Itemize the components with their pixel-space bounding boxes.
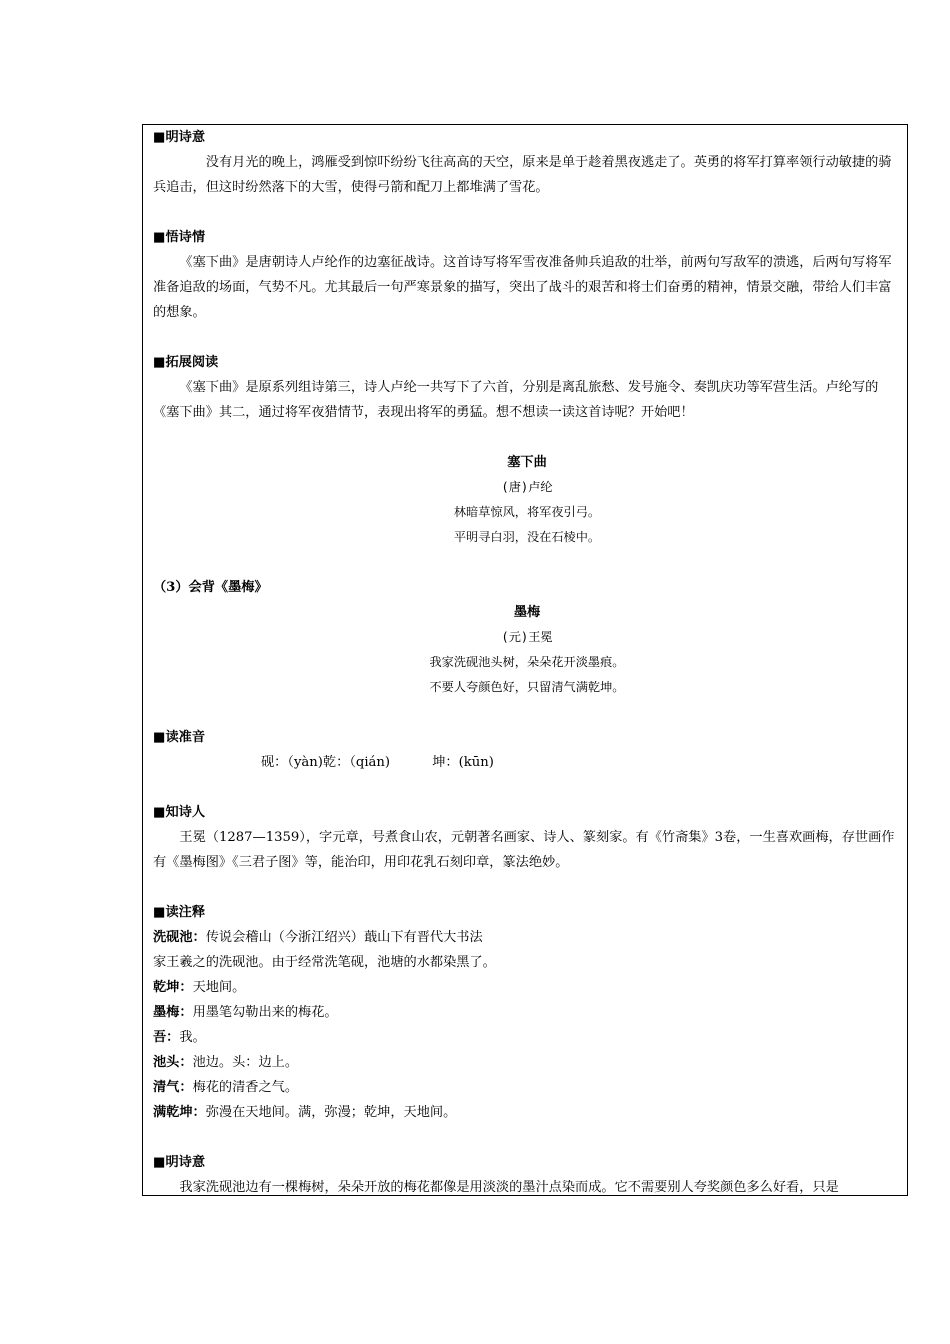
document-frame (142, 124, 908, 1196)
note-text: 传说会稽山（今浙江绍兴）蕺山下有晋代大书法 (205, 930, 483, 945)
section-heading-wu: ■悟诗情 (153, 230, 206, 245)
section-text-tuozhan: 《塞下曲》是原系列组诗第三，诗人卢纶一共写下了六首，分别是离乱旅愁、发号施令、奏凯庆功等军营生活。卢纶写的《塞下曲》其二，通过将军夜猎情节，表现出将军的勇猛。想不想读一读这首诗呢？开始吧！ (153, 380, 879, 420)
note-item (153, 950, 901, 975)
poem1-author: (唐)卢纶 (501, 480, 553, 494)
pinyin-line (153, 750, 901, 775)
note-text: 池边。头：边上。 (192, 1055, 299, 1070)
note-text: 天地间。 (192, 980, 246, 995)
note-item (153, 1075, 901, 1100)
pinyin-item-yan-qian: 砚：（yàn)乾：（qián) (261, 755, 391, 770)
note-item (153, 1100, 901, 1125)
note-term: 洗砚池： (153, 930, 206, 945)
poem2-author: (元)王冕 (501, 630, 553, 644)
section-text-wu: 《塞下曲》是唐朝诗人卢纶作的边塞征战诗。这首诗写将军雪夜准备帅兵追敌的壮举，前两句写敌军的溃逃，后两句写将军准备追敌的场面，气势不凡。尤其最后一句严寒景象的描写，突出了战斗的艰苦和将士们奋勇的精神，情景交融，带给人们丰富的想象。 (153, 255, 892, 320)
section-heading-duyin: ■读准音 (153, 730, 206, 745)
note-item (153, 925, 901, 950)
poem1-line2: 平明寻白羽，没在石棱中。 (453, 530, 601, 544)
note-text: 我。 (179, 1030, 206, 1045)
poem2-line1: 我家洗砚池头树，朵朵花开淡墨痕。 (429, 655, 625, 669)
note-item (153, 1050, 901, 1075)
note-term: 满乾坤： (153, 1105, 206, 1120)
section-heading-zhiren: ■知诗人 (153, 805, 206, 820)
note-term: 吾： (153, 1030, 180, 1045)
section-heading-tuozhan: ■拓展阅读 (153, 355, 219, 370)
poem1-title: 塞下曲 (507, 455, 547, 470)
section-text-ming1: 没有月光的晚上，鸿雁受到惊吓纷纷飞往高高的天空，原来是单于趁着黑夜逃走了。英勇的将军打算率领行动敏捷的骑兵追击，但这时纷然落下的大雪，使得弓箭和配刀上都堆满了雪花。 (153, 155, 892, 195)
note-term: 乾坤： (153, 980, 193, 995)
note-text: 梅花的清香之气。 (192, 1080, 299, 1095)
section-heading-ming1: ■明诗意 (153, 130, 206, 145)
section-heading-huibei: （3）会背《墨梅》 (153, 580, 268, 595)
section-heading-zhushi: ■读注释 (153, 905, 206, 920)
note-text: 家王羲之的洗砚池。由于经常洗笔砚，池塘的水都染黑了。 (153, 955, 496, 970)
poem1-line1: 林暗草惊风，将军夜引弓。 (453, 505, 601, 519)
note-term: 墨梅： (153, 1005, 193, 1020)
poem2-title: 墨梅 (513, 605, 541, 620)
section-text-zhiren: 王冕（1287—1359），字元章，号煮食山农，元朝著名画家、诗人、篆刻家。有《竹斋集》3卷，一生喜欢画梅，存世画作有《墨梅图》《三君子图》等，能治印，用印花乳石刻印章，篆法绝妙。 (153, 830, 895, 870)
note-text: 弥漫在天地间。满，弥漫；乾坤，天地间。 (205, 1105, 457, 1120)
note-term: 池头： (153, 1055, 193, 1070)
section-heading-ming2: ■明诗意 (153, 1155, 206, 1170)
note-item (153, 1025, 901, 1050)
section-text-ming2: 我家洗砚池边有一棵梅树，朵朵开放的梅花都像是用淡淡的墨汁点染而成。它不需要别人夸奖颜色多么好看，只是 (179, 1180, 839, 1195)
note-text: 用墨笔勾勒出来的梅花。 (192, 1005, 338, 1020)
poem2-line2: 不要人夸颜色好，只留清气满乾坤。 (429, 680, 625, 694)
note-term: 清气： (153, 1080, 193, 1095)
note-item (153, 975, 901, 1000)
note-item (153, 1000, 901, 1025)
pinyin-item-kun: 坤：(kūn) (432, 755, 494, 770)
document-content (153, 125, 901, 1200)
